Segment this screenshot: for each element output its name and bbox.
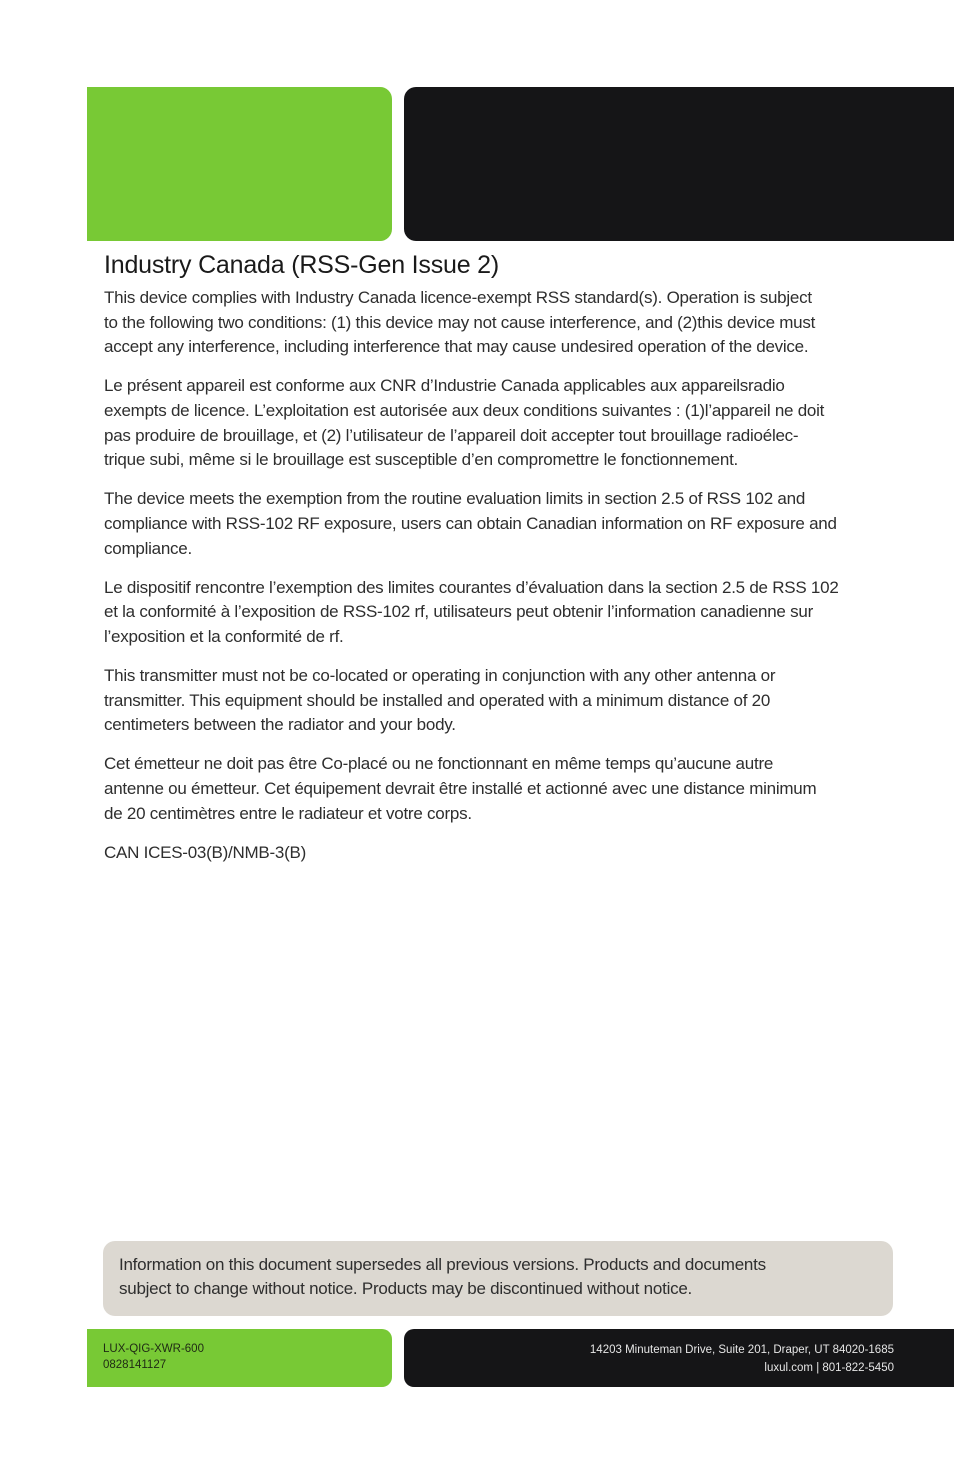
document-code: LUX-QIG-XWR-600 xyxy=(103,1343,204,1355)
company-contact xyxy=(590,1341,894,1377)
paragraph-ic-english: This device complies with Industry Canada licence-exempt RSS standard(s). Operation is subject to the following two conditions: (1) this device may not cause interference, and (2)this device must accept any interference, including interference that may cause undesired operation of the device. xyxy=(104,288,816,357)
document-info xyxy=(103,1341,204,1373)
green-footer-block xyxy=(87,1329,392,1387)
dark-header-block xyxy=(404,87,954,241)
paragraph-rf-exposure-french: Le dispositif rencontre l’exemption des limites courantes d’évaluation dans la section 2.5 de RSS 102 et la conformité à l’exposition de RSS-102 rf, utilisateurs peut obtenir l’information canadienne sur l’exposition et la conformité de rf. xyxy=(104,577,839,646)
dark-footer-block xyxy=(404,1329,954,1387)
paragraph-colocation-english: This transmitter must not be co-located or operating in conjunction with any other antenna or transmitter. This equipment should be installed and operated with a minimum distance of 20 centimeters between the radiator and your body. xyxy=(104,666,776,735)
paragraph-ices-code: CAN ICES-03(B)/NMB-3(B) xyxy=(104,842,307,862)
section-heading: Industry Canada (RSS-Gen Issue 2) xyxy=(104,251,499,279)
notice-box xyxy=(103,1241,893,1316)
paragraph-ic-french: Le présent appareil est conforme aux CNR d’Industrie Canada applicables aux appareilsradio exempts de licence. L’exploitation est autorisée aux deux conditions suivantes : (1)l’appareil ne doit pas produire de brouillage, et (2) l’utilisateur de l’appareil doit accepter tout brouillage radioélec- trique subi, même si le brouillage est susceptible d’en compromettre le fonctionnement. xyxy=(104,376,825,470)
green-header-block xyxy=(87,87,392,241)
company-web-phone: luxul.com | 801-822-5450 xyxy=(764,1362,894,1374)
document-number: 0828141127 xyxy=(103,1359,167,1371)
compliance-section xyxy=(104,250,896,880)
company-address: 14203 Minuteman Drive, Suite 201, Draper, UT 84020-1685 xyxy=(589,1344,894,1356)
notice-text: Information on this document supersedes all previous versions. Products and documents subject to change without notice. Products may be discontinued without notice. xyxy=(119,1255,766,1298)
paragraph-rf-exposure-english: The device meets the exemption from the routine evaluation limits in section 2.5 of RSS 102 and compliance with RSS-102 RF exposure, users can obtain Canadian information on RF exposure and compliance. xyxy=(104,489,837,558)
paragraph-colocation-french: Cet émetteur ne doit pas être Co-placé ou ne fonctionnant en même temps qu’aucune autre antenne ou émetteur. Cet équipement devrait être installé et actionné avec une distance minimum de 20 centimètres entre le radiateur et votre corps. xyxy=(104,754,817,823)
